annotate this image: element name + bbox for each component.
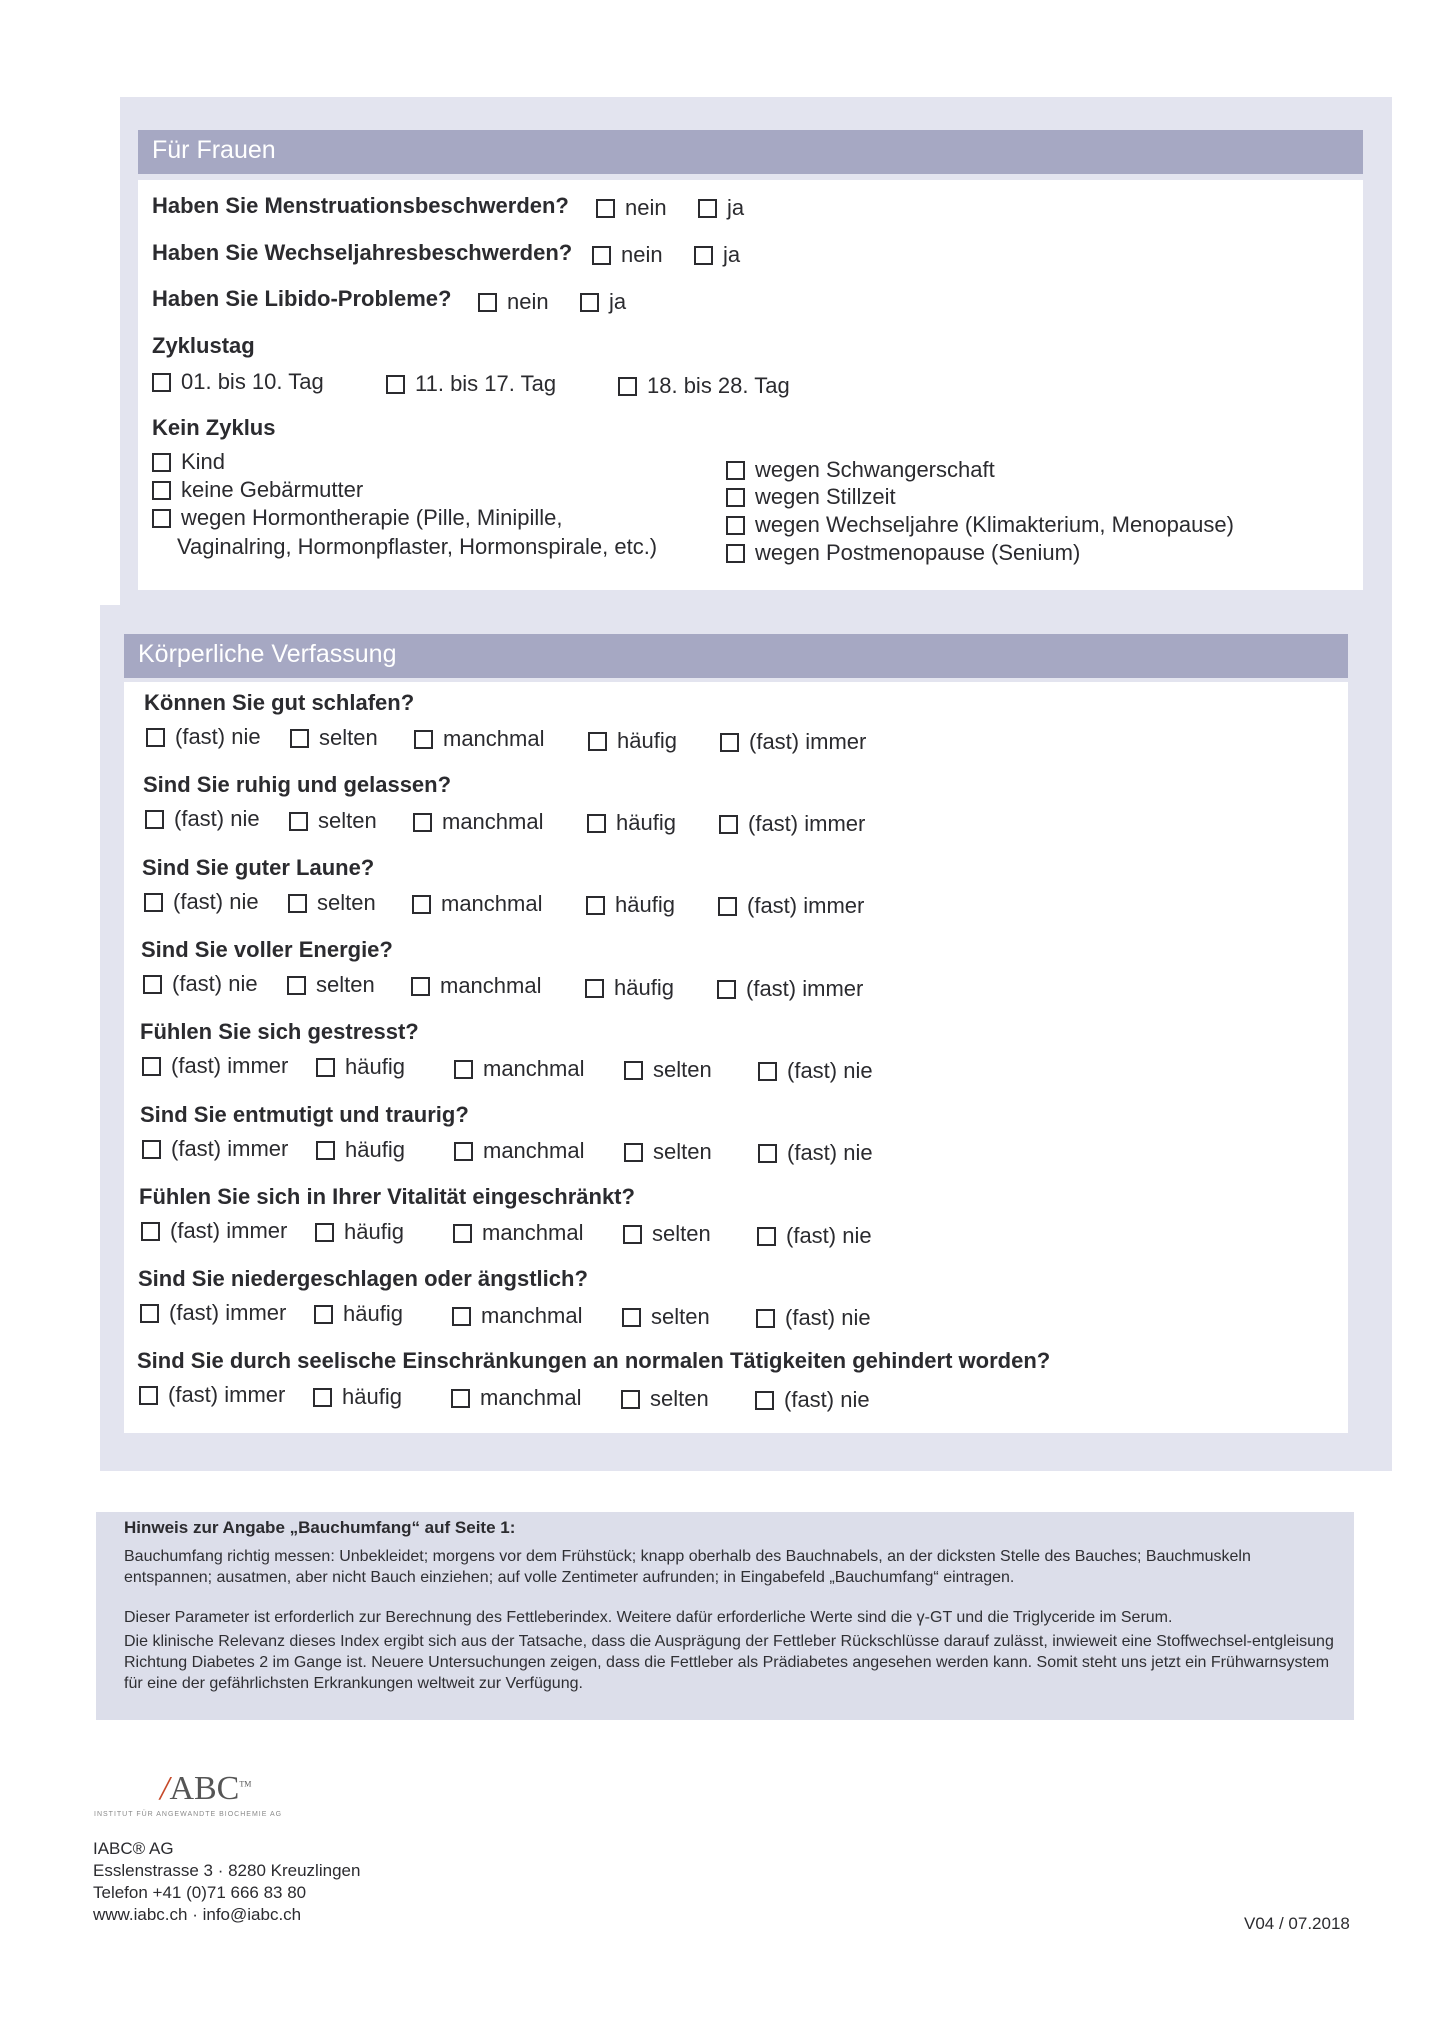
option-cycle-day-3[interactable]: 18. bis 28. Tag: [618, 373, 790, 399]
checkbox[interactable]: [726, 488, 745, 507]
checkbox[interactable]: [412, 895, 431, 914]
physical-option[interactable]: selten: [289, 808, 377, 834]
checkbox[interactable]: [139, 1386, 158, 1405]
option-cycle-day-2[interactable]: 11. bis 17. Tag: [386, 371, 556, 397]
checkbox[interactable]: [316, 1141, 335, 1160]
checkbox[interactable]: [621, 1390, 640, 1409]
physical-option[interactable]: (fast) immer: [140, 1300, 286, 1326]
physical-question-label: Sind Sie guter Laune?: [142, 855, 375, 880]
no-cycle-label: Kein Zyklus: [152, 415, 276, 440]
physical-option[interactable]: (fast) immer: [142, 1053, 288, 1079]
physical-option[interactable]: (fast) nie: [756, 1305, 871, 1331]
checkbox[interactable]: [624, 1061, 643, 1080]
physical-option[interactable]: selten: [287, 972, 375, 998]
physical-option[interactable]: manchmal: [454, 1056, 584, 1082]
note-title: Hinweis zur Angabe „Bauchumfang“ auf Seite 1:: [124, 1518, 516, 1537]
checkbox[interactable]: [290, 729, 309, 748]
physical-option[interactable]: (fast) nie: [146, 724, 261, 750]
checkbox[interactable]: [587, 814, 606, 833]
physical-option[interactable]: (fast) immer: [720, 729, 866, 755]
checkbox[interactable]: [152, 453, 171, 472]
checkbox[interactable]: [315, 1223, 334, 1242]
physical-option[interactable]: häufig: [586, 892, 675, 918]
company-name: IABC® AG: [93, 1839, 174, 1858]
question-libido: Haben Sie Libido-Probleme?: [152, 286, 452, 311]
physical-question-label: Sind Sie ruhig und gelassen?: [143, 772, 452, 797]
option-menopause-nein[interactable]: nein: [592, 242, 663, 268]
checkbox[interactable]: [146, 728, 165, 747]
physical-option[interactable]: häufig: [316, 1054, 405, 1080]
note-paragraph-1: Bauchumfang richtig messen: Unbekleidet; morgens vor dem Frühstück; knapp oberhalb des Bauchnabels, an der dicksten Stelle des Bauches; Bauchmuskeln entspannen; ausatmen, aber nicht Bauch einziehen; auf volle Zentimeter aufrunden; in Eingabefeld „Bauchumfang“ eintragen.: [124, 1548, 1251, 1586]
physical-option[interactable]: (fast) immer: [718, 893, 864, 919]
checkbox[interactable]: [386, 375, 405, 394]
checkbox[interactable]: [452, 1307, 471, 1326]
checkbox[interactable]: [757, 1227, 776, 1246]
version-label: V04 / 07.2018: [1244, 1914, 1350, 1933]
checkbox[interactable]: [755, 1391, 774, 1410]
checkbox[interactable]: [718, 897, 737, 916]
checkbox[interactable]: [141, 1222, 160, 1241]
cycle-day-label: Zyklustag: [152, 333, 255, 358]
checkbox[interactable]: [144, 893, 163, 912]
checkbox[interactable]: [623, 1225, 642, 1244]
checkbox[interactable]: [586, 896, 605, 915]
option-menstruation-ja[interactable]: ja: [698, 195, 744, 221]
physical-option[interactable]: (fast) nie: [758, 1140, 873, 1166]
physical-option[interactable]: selten: [622, 1304, 710, 1330]
checkbox[interactable]: [720, 733, 739, 752]
physical-option[interactable]: (fast) nie: [145, 806, 260, 832]
option-libido-ja[interactable]: ja: [580, 289, 626, 315]
checkbox[interactable]: [717, 980, 736, 999]
checkbox[interactable]: [592, 246, 611, 265]
physical-option[interactable]: häufig: [315, 1219, 404, 1245]
option-no-cycle-hormone[interactable]: wegen Hormontherapie (Pille, Minipille,: [152, 505, 563, 531]
women-section-header: Für Frauen: [138, 130, 1363, 174]
note-paragraph-3: Die klinische Relevanz dieses Index ergibt sich aus der Tatsache, dass die Ausprägung der Fettleber Rückschlüsse darauf zulässt, inwieweit eine Stoffwechsel-entgleisung Richtung Diabetes 2 im Gange ist. Neuere Untersuchungen zeigen, dass die Fettleber als Prädiabetes angesehen werden kann. Somit steht uns jetzt ein Frühwarnsystem für eine der gefährlichsten Erkrankungen weltweit zur Verfügung.: [124, 1633, 1334, 1692]
checkbox[interactable]: [140, 1304, 159, 1323]
checkbox[interactable]: [698, 199, 717, 218]
physical-option[interactable]: selten: [624, 1139, 712, 1165]
company-web[interactable]: www.iabc.ch · info@iabc.ch: [93, 1905, 302, 1924]
checkbox[interactable]: [287, 976, 306, 995]
physical-option[interactable]: manchmal: [414, 726, 544, 752]
physical-option[interactable]: selten: [621, 1386, 709, 1412]
iabc-logo: /ABC™: [160, 1770, 252, 1807]
physical-option[interactable]: (fast) immer: [719, 811, 865, 837]
checkbox[interactable]: [454, 1142, 473, 1161]
option-menopause-ja[interactable]: ja: [694, 242, 740, 268]
physical-option[interactable]: selten: [290, 725, 378, 751]
physical-option[interactable]: häufig: [587, 810, 676, 836]
checkbox[interactable]: [316, 1058, 335, 1077]
physical-option[interactable]: manchmal: [454, 1138, 584, 1164]
checkbox[interactable]: [152, 481, 171, 500]
physical-option[interactable]: (fast) immer: [717, 976, 863, 1002]
checkbox[interactable]: [694, 246, 713, 265]
checkbox[interactable]: [585, 979, 604, 998]
checkbox[interactable]: [288, 894, 307, 913]
physical-option[interactable]: häufig: [313, 1384, 402, 1410]
checkbox[interactable]: [596, 199, 615, 218]
checkbox[interactable]: [719, 815, 738, 834]
checkbox[interactable]: [454, 1060, 473, 1079]
checkbox[interactable]: [726, 461, 745, 480]
checkbox[interactable]: [314, 1305, 333, 1324]
physical-section-header: Körperliche Verfassung: [124, 634, 1348, 678]
physical-option[interactable]: selten: [624, 1057, 712, 1083]
physical-question-label: Können Sie gut schlafen?: [144, 690, 415, 715]
physical-option[interactable]: häufig: [314, 1301, 403, 1327]
note-paragraph-2: Dieser Parameter ist erforderlich zur Berechnung des Fettleberindex. Weitere dafür erforderliche Werte sind die γ-GT und die Triglyceride im Serum.: [124, 1609, 1173, 1626]
checkbox[interactable]: [143, 975, 162, 994]
checkbox[interactable]: [411, 977, 430, 996]
checkbox[interactable]: [758, 1062, 777, 1081]
checkbox[interactable]: [622, 1308, 641, 1327]
physical-question-label: Sind Sie voller Energie?: [141, 937, 393, 962]
checkbox[interactable]: [756, 1309, 775, 1328]
physical-question-label: Sind Sie entmutigt und traurig?: [140, 1102, 469, 1127]
checkbox[interactable]: [313, 1388, 332, 1407]
physical-option[interactable]: manchmal: [411, 973, 541, 999]
checkbox[interactable]: [588, 732, 607, 751]
question-menstruation: Haben Sie Menstruationsbeschwerden?: [152, 193, 569, 218]
physical-option[interactable]: häufig: [588, 728, 677, 754]
option-no-cycle-hormone-continued: Vaginalring, Hormonpflaster, Hormonspirale, etc.): [177, 534, 658, 559]
company-phone: Telefon +41 (0)71 666 83 80: [93, 1883, 307, 1902]
physical-question-label: Fühlen Sie sich gestresst?: [140, 1019, 419, 1044]
physical-option[interactable]: (fast) nie: [755, 1387, 870, 1413]
physical-option[interactable]: selten: [623, 1221, 711, 1247]
physical-option[interactable]: häufig: [585, 975, 674, 1001]
physical-option[interactable]: (fast) immer: [141, 1218, 287, 1244]
checkbox[interactable]: [142, 1057, 161, 1076]
physical-option[interactable]: (fast) nie: [143, 971, 258, 997]
option-no-cycle-menopause[interactable]: wegen Wechseljahre (Klimakterium, Menopause): [726, 512, 1234, 538]
checkbox[interactable]: [726, 516, 745, 535]
checkbox[interactable]: [451, 1389, 470, 1408]
physical-option[interactable]: (fast) immer: [139, 1382, 285, 1408]
physical-option[interactable]: (fast) nie: [757, 1223, 872, 1249]
checkbox[interactable]: [478, 293, 497, 312]
physical-option[interactable]: manchmal: [452, 1303, 582, 1329]
option-no-cycle-nursing[interactable]: wegen Stillzeit: [726, 484, 896, 510]
option-cycle-day-1[interactable]: 01. bis 10. Tag: [152, 369, 324, 395]
physical-question-label: Fühlen Sie sich in Ihrer Vitalität eingeschränkt?: [139, 1184, 635, 1209]
physical-option[interactable]: (fast) nie: [758, 1058, 873, 1084]
option-no-cycle-postmenopause[interactable]: wegen Postmenopause (Senium): [726, 540, 1080, 566]
physical-option[interactable]: manchmal: [412, 891, 542, 917]
option-no-cycle-kind[interactable]: Kind: [152, 449, 225, 475]
physical-option[interactable]: (fast) nie: [144, 889, 259, 915]
checkbox[interactable]: [152, 373, 171, 392]
physical-option[interactable]: (fast) immer: [142, 1136, 288, 1162]
physical-question-label: Sind Sie durch seelische Einschränkungen an normalen Tätigkeiten gehindert worden?: [137, 1348, 1051, 1373]
checkbox[interactable]: [142, 1140, 161, 1159]
checkbox[interactable]: [152, 509, 171, 528]
question-menopause: Haben Sie Wechseljahresbeschwerden?: [152, 240, 573, 265]
checkbox[interactable]: [758, 1144, 777, 1163]
physical-option[interactable]: manchmal: [413, 809, 543, 835]
option-menstruation-nein[interactable]: nein: [596, 195, 667, 221]
physical-option[interactable]: häufig: [316, 1137, 405, 1163]
checkbox[interactable]: [413, 813, 432, 832]
physical-option[interactable]: manchmal: [453, 1220, 583, 1246]
physical-question-label: Sind Sie niedergeschlagen oder ängstlich?: [138, 1266, 588, 1291]
checkbox[interactable]: [453, 1224, 472, 1243]
option-libido-nein[interactable]: nein: [478, 289, 549, 315]
checkbox[interactable]: [580, 293, 599, 312]
logo-subtitle: INSTITUT FÜR ANGEWANDTE BIOCHEMIE AG: [94, 1811, 283, 1818]
checkbox[interactable]: [726, 544, 745, 563]
checkbox[interactable]: [145, 810, 164, 829]
checkbox[interactable]: [624, 1143, 643, 1162]
option-no-cycle-pregnancy[interactable]: wegen Schwangerschaft: [726, 457, 995, 483]
company-street: Esslenstrasse 3 · 8280 Kreuzlingen: [93, 1861, 361, 1880]
option-no-cycle-no-uterus[interactable]: keine Gebärmutter: [152, 477, 363, 503]
checkbox[interactable]: [289, 812, 308, 831]
physical-option[interactable]: selten: [288, 890, 376, 916]
physical-option[interactable]: manchmal: [451, 1385, 581, 1411]
checkbox[interactable]: [618, 377, 637, 396]
checkbox[interactable]: [414, 730, 433, 749]
